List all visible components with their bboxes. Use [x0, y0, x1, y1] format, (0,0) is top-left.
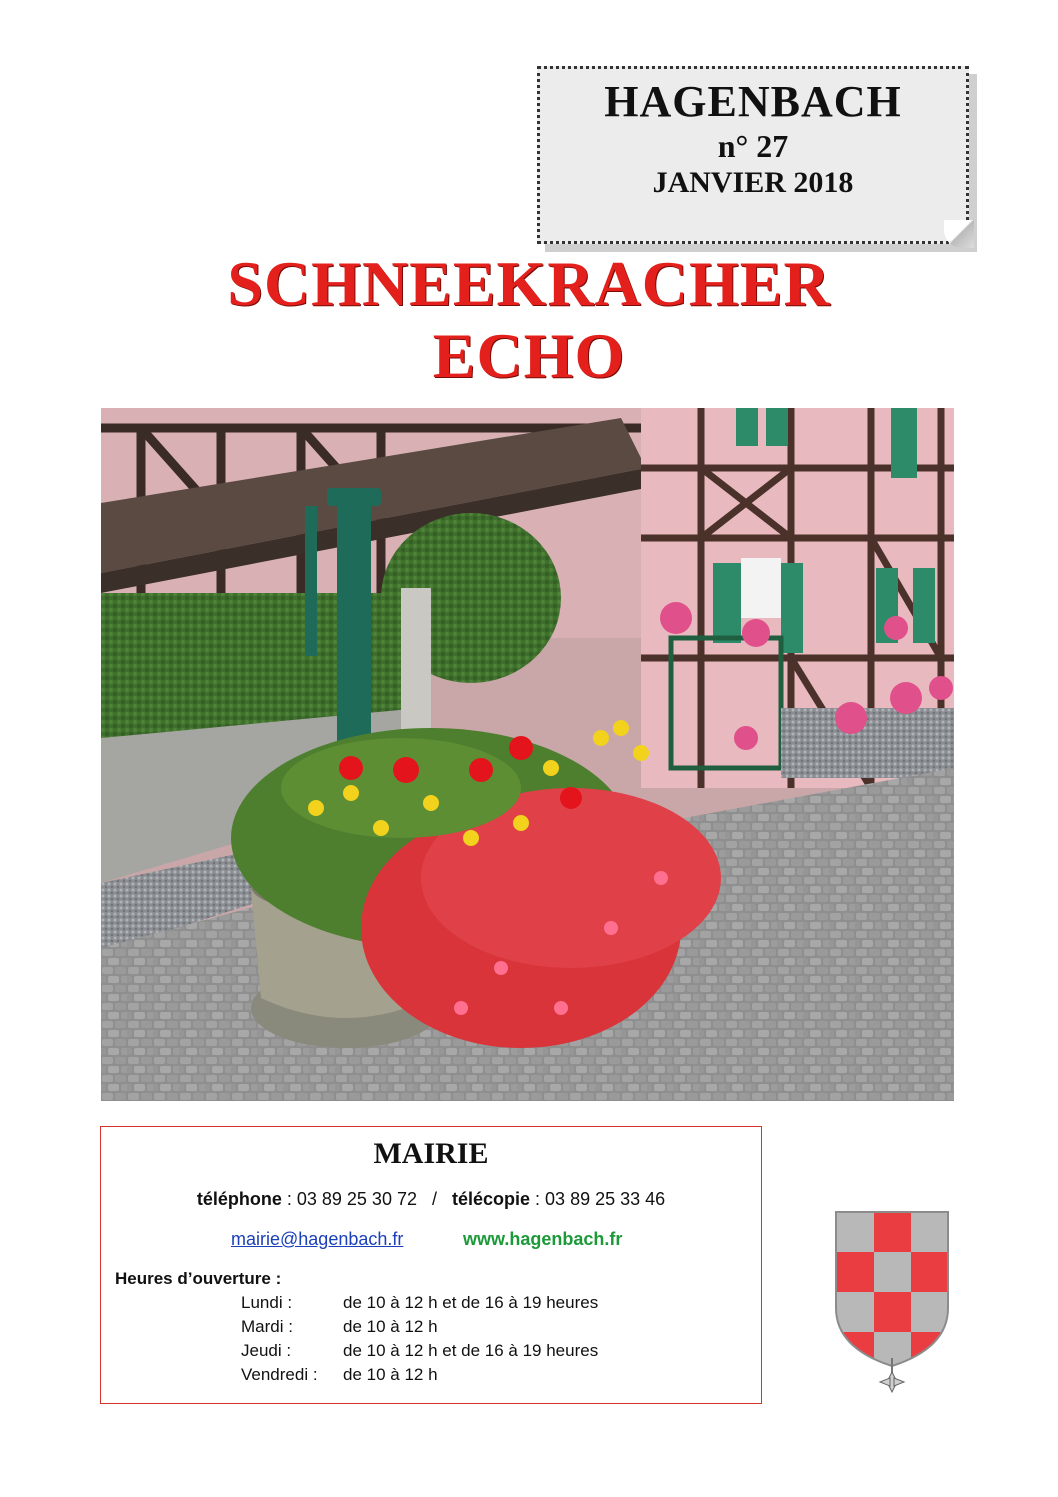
town-name: HAGENBACH: [604, 77, 902, 126]
hours-time: de 10 à 12 h: [343, 1365, 438, 1384]
fax-number: 03 89 25 33 46: [545, 1189, 666, 1209]
hours-day: Mardi :: [241, 1317, 293, 1336]
cover-photo: [101, 408, 954, 1101]
issue-date: JANVIER 2018: [652, 166, 854, 199]
title-card: [537, 66, 969, 244]
website-link[interactable]: www.hagenbach.fr: [463, 1229, 623, 1249]
hours-row: [241, 1293, 741, 1317]
hours-time: de 10 à 12 h et de 16 à 19 heures: [343, 1293, 599, 1312]
phone-label: téléphone: [196, 1189, 282, 1209]
fax-label: télécopie: [452, 1189, 531, 1209]
hours-row: [241, 1317, 741, 1341]
opening-hours-label: Heures d’ouverture :: [115, 1269, 282, 1288]
hours-time: de 10 à 12 h et de 16 à 19 heures: [343, 1341, 599, 1360]
mairie-contact-line: téléphone : 03 89 25 30 72 / télécopie : 03 89 25 33 46: [196, 1189, 666, 1209]
opening-hours-list: [241, 1293, 741, 1389]
hours-day: Jeudi :: [241, 1341, 292, 1360]
hours-time: de 10 à 12 h: [343, 1317, 438, 1336]
coat-of-arms-icon: [830, 1208, 954, 1398]
hours-row: [241, 1365, 741, 1389]
mairie-heading: MAIRIE: [373, 1137, 489, 1170]
hours-row: [241, 1341, 741, 1365]
newsletter-title-line2: ECHO: [432, 320, 626, 391]
hours-day: Lundi :: [241, 1293, 293, 1312]
email-link[interactable]: mairie@hagenbach.fr: [231, 1229, 404, 1249]
newsletter-title-line1: SCHNEEKRACHER: [227, 248, 831, 319]
mairie-info-box: [100, 1126, 762, 1404]
issue-number: n° 27: [717, 128, 789, 164]
hours-day: Vendredi :: [241, 1365, 318, 1384]
phone-number: 03 89 25 30 72: [296, 1189, 417, 1209]
